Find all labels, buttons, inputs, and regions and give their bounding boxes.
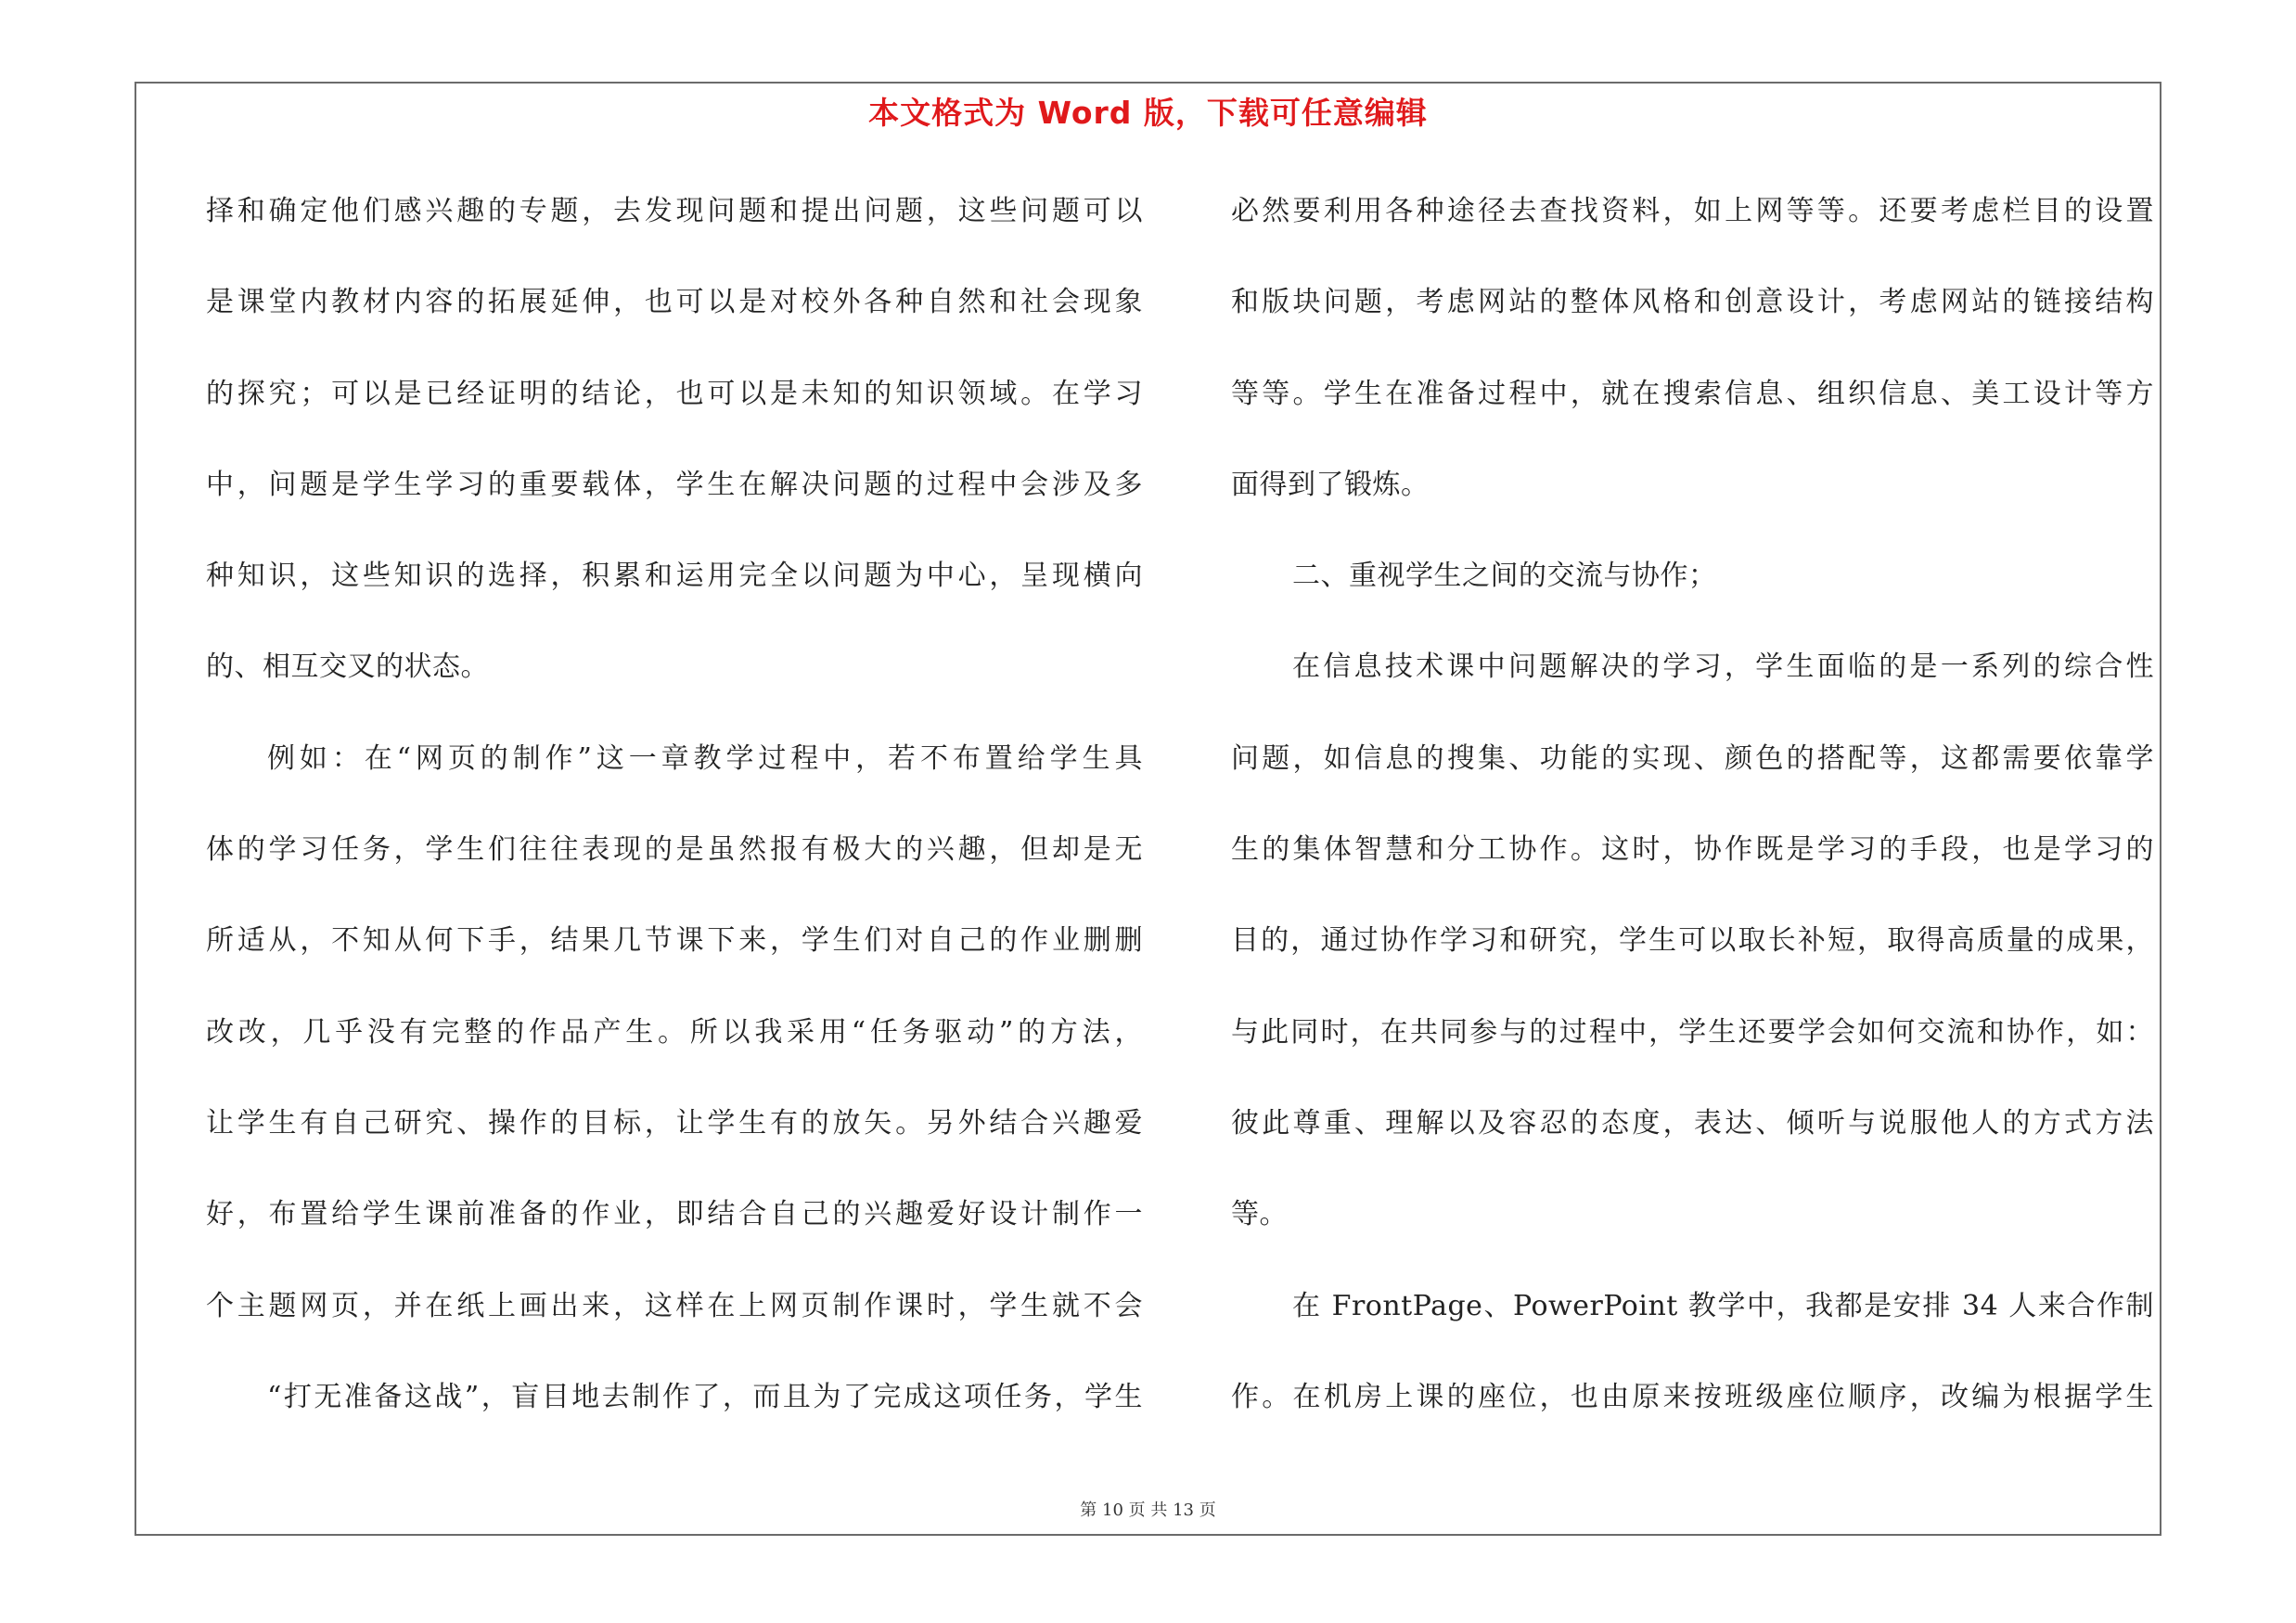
text-line: 等。 [1231, 1198, 1288, 1231]
text-line: 体的学习任务，学生们往往表现的是虽然报有极大的兴趣，但却是无 [206, 833, 1143, 867]
text-line: 是课堂内教材内容的拓展延伸，也可以是对校外各种自然和社会现象 [206, 286, 1143, 319]
text-line: 个主题网页，并在纸上画出来，这样在上网页制作课时，学生就不会 [206, 1289, 1143, 1322]
text-line: 种知识，这些知识的选择，积累和运用完全以问题为中心，呈现横向 [206, 560, 1143, 593]
left-column [206, 183, 1143, 1460]
text-line: 彼此尊重、理解以及容忍的态度，表达、倾听与说服他人的方式方法 [1231, 1106, 2154, 1140]
text-line: 的、相互交叉的状态。 [206, 650, 489, 684]
text-line: 所适从，不知从何下手，结果几节课下来，学生们对自己的作业删删 [206, 924, 1143, 958]
text-line: 中，问题是学生学习的重要载体，学生在解决问题的过程中会涉及多 [206, 468, 1143, 501]
text-line: 目的，通过协作学习和研究，学生可以取长补短，取得高质量的成果， [1231, 924, 2154, 958]
page-number: 第 10 页 共 13 页 [1080, 1501, 1216, 1520]
text-line: 等等。学生在准备过程中，就在搜索信息、组织信息、美工设计等方 [1231, 377, 2154, 410]
right-column [1231, 183, 2154, 1460]
text-line: 问题，如信息的搜集、功能的实现、颜色的搭配等，这都需要依靠学 [1231, 741, 2154, 775]
section-heading: 二、重视学生之间的交流与协作； [1292, 560, 1717, 593]
text-line: 好，布置给学生课前准备的作业，即结合自己的兴趣爱好设计制作一 [206, 1198, 1143, 1231]
text-line: 在 FrontPage、PowerPoint 教学中，我都是安排 34 人来合作制 [1292, 1289, 2154, 1322]
text-line: 和版块问题，考虑网站的整体风格和创意设计，考虑网站的链接结构 [1231, 286, 2154, 319]
text-line: “打无准备这战”，盲目地去制作了，而且为了完成这项任务，学生 [267, 1380, 1143, 1413]
text-line: 改改，几乎没有完整的作品产生。所以我采用“任务驱动”的方法， [206, 1015, 1143, 1049]
text-line: 必然要利用各种途径去查找资料，如上网等等。还要考虑栏目的设置 [1231, 195, 2154, 227]
text-line: 作。在机房上课的座位，也由原来按班级座位顺序，改编为根据学生 [1231, 1380, 2154, 1413]
text-line: 与此同时，在共同参与的过程中，学生还要学会如何交流和协作，如： [1231, 1015, 2154, 1049]
text-line: 让学生有自己研究、操作的目标，让学生有的放矢。另外结合兴趣爱 [206, 1106, 1143, 1140]
text-line: 面得到了锻炼。 [1231, 468, 1430, 501]
text-line: 择和确定他们感兴趣的专题，去发现问题和提出问题，这些问题可以 [206, 195, 1143, 227]
text-line: 的探究；可以是已经证明的结论，也可以是未知的知识领域。在学习 [206, 377, 1143, 410]
format-banner: 本文格式为 Word 版，下载可任意编辑 [868, 95, 1428, 131]
text-line: 例如：在“网页的制作”这一章教学过程中，若不布置给学生具 [267, 741, 1143, 775]
text-line: 在信息技术课中问题解决的学习，学生面临的是一系列的综合性 [1292, 650, 2154, 684]
text-line: 生的集体智慧和分工协作。这时，协作既是学习的手段，也是学习的 [1231, 833, 2154, 867]
